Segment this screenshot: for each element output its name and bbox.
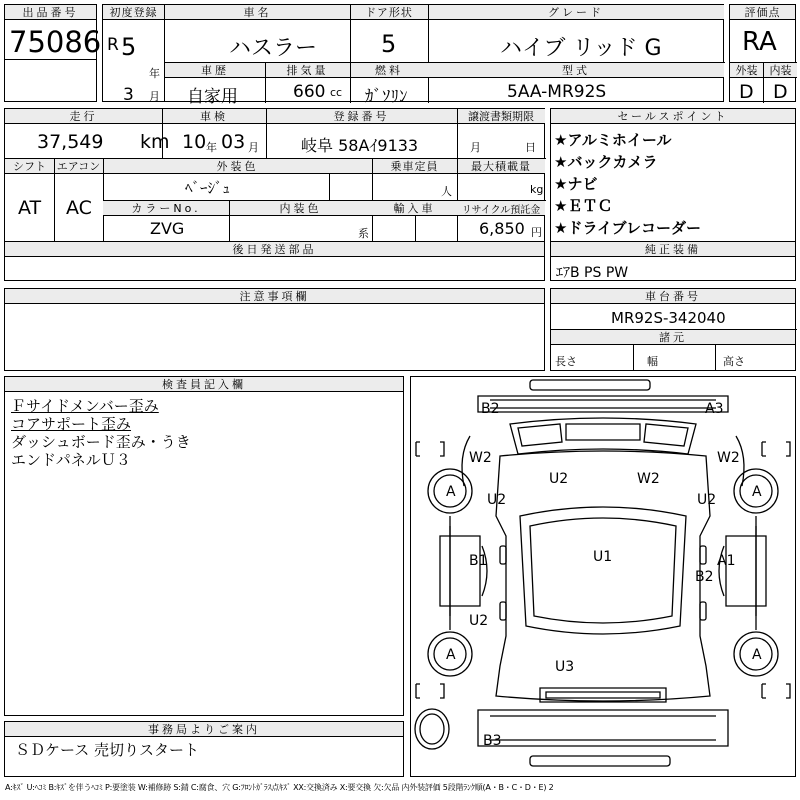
model-value: 5AA-MR92S (507, 82, 607, 102)
door-value: 5 (381, 30, 397, 58)
ext-color-label: 外装色 (103, 159, 372, 174)
sales-points-label: セールスポイント (551, 109, 795, 124)
lot-number: 75086 (9, 25, 102, 59)
equipment-box (550, 241, 796, 281)
ext-color-value: ﾍﾞｰｼﾞｭ (185, 179, 231, 197)
first-reg-box (102, 4, 165, 105)
first-reg-month: 3 (123, 85, 134, 105)
legend-text: A:ｷｽﾞ U:ﾍｺﾐ B:ｷｽﾞを伴うﾍｺﾐ P:要塗装 W:補修跡 S:錆 C:腐食、穴 G:ﾌﾛﾝﾄｶﾞﾗｽ点ｷｽﾞ XX:交換済み X:要交換 欠:欠品 内外装評価 5段階ﾗﾝｸ順(A・B・C・D・E) 2 (5, 783, 554, 792)
car-diagram (410, 376, 796, 777)
sales-point-item: ★ＥＴＣ (554, 197, 613, 215)
main-header-box (164, 4, 724, 107)
grade-value: ハイブ リッド G (500, 36, 662, 61)
displacement-label: 排気量 (265, 63, 350, 78)
sales-points-box (550, 108, 796, 242)
damage-mark: B3 (483, 733, 502, 749)
damage-mark: A1 (717, 553, 736, 569)
inspection-label: 車検 (162, 109, 266, 124)
displacement-value: 660 (293, 82, 326, 102)
interior-grade: D (773, 81, 788, 103)
sales-point-item: ★アルミホイール (554, 131, 672, 149)
width-label: 幅 (647, 355, 658, 368)
int-color-label: 内装色 (229, 201, 372, 216)
exterior-grade: D (739, 81, 754, 103)
car-name: ハスラー (229, 36, 318, 61)
max-load-unit: kg (530, 183, 544, 196)
interior-label: 内装 (764, 63, 797, 78)
sales-point-item: ★ドライブレコーダー (554, 219, 701, 237)
damage-mark: U3 (555, 659, 575, 675)
score-value: RA (742, 27, 777, 57)
recycle-unit: 円 (531, 226, 542, 239)
car-name-label: 車名 (165, 5, 350, 20)
score-box (729, 4, 796, 102)
mileage-label: 走行 (5, 109, 162, 124)
inspector-line: ダッシュボード歪み・うき (11, 433, 191, 451)
ac-label: エアコン (54, 159, 103, 174)
height-label: 高さ (723, 355, 745, 368)
plate-value: 岐阜 58Aｲ9133 (301, 136, 419, 155)
door-label: ドア形状 (350, 5, 428, 20)
history-label: 車歴 (165, 63, 265, 78)
inspector-box (4, 376, 404, 716)
lot-extra-box (4, 59, 97, 102)
car-diagram-box (410, 376, 796, 777)
inspector-label: 検査員記入欄 (5, 377, 403, 392)
shift-label: シフト (5, 159, 54, 174)
damage-mark: U2 (469, 613, 489, 629)
inspector-line: コアサポート歪み (11, 415, 132, 433)
equipment-value: ｴｱB PS PW (556, 265, 629, 281)
inspector-line: Ｆサイドメンバー歪み (11, 397, 159, 415)
damage-mark: B2 (481, 401, 500, 417)
fuel-value: ｶﾞｿﾘﾝ (365, 87, 408, 107)
inspection-year-unit: 年 (206, 141, 217, 154)
fuel-label: 燃料 (350, 63, 428, 78)
deferred-label: 後日発送部品 (5, 242, 544, 257)
era-label: R (107, 35, 119, 55)
notes-box (4, 288, 545, 371)
equipment-label: 純正装備 (551, 242, 795, 257)
grade-label: グレード (428, 5, 724, 20)
recycle-label: リサイクル預託金 (457, 201, 545, 216)
inspection-month: 03 (221, 131, 246, 153)
score-label: 評価点 (730, 5, 795, 20)
damage-mark: U1 (593, 549, 613, 565)
inspection-month-unit: 月 (248, 141, 259, 154)
damage-mark: A (446, 647, 456, 663)
damage-mark: B1 (469, 553, 488, 569)
max-load-label: 最大積載量 (457, 159, 545, 174)
ac-value: AC (66, 197, 92, 219)
first-reg-year: 5 (121, 33, 137, 61)
first-reg-label: 初度登録 (103, 5, 164, 20)
exterior-label: 外装 (730, 63, 763, 78)
capacity-unit: 人 (441, 185, 452, 198)
vehicle-info-box (4, 108, 545, 242)
recycle-value: 6,850 (479, 219, 525, 238)
plate-label: 登録番号 (266, 109, 457, 124)
length-label: 長さ (555, 355, 577, 368)
lot-box (4, 4, 102, 60)
damage-mark: A3 (705, 401, 724, 417)
damage-mark: W2 (469, 450, 492, 466)
deferred-parts-box (4, 241, 545, 281)
transfer-label: 譲渡書類期限 (457, 109, 545, 124)
office-label: 事務局よりご案内 (5, 722, 403, 737)
displacement-unit: cc (330, 86, 343, 99)
damage-mark: A (752, 484, 762, 500)
damage-mark: U2 (487, 492, 507, 508)
sales-point-item: ★ナビ (554, 175, 598, 193)
inspector-line: エンドパネルＵ３ (11, 451, 131, 469)
damage-mark: A (752, 647, 762, 663)
notes-label: 注意事項欄 (5, 289, 544, 304)
int-color-unit: 系 (358, 227, 369, 240)
lot-label: 出品番号 (5, 5, 96, 20)
month-unit: 月 (149, 90, 160, 103)
color-no-value: ZVG (150, 219, 185, 238)
import-label: 輸入車 (372, 201, 457, 216)
year-unit: 年 (149, 67, 160, 80)
office-value: ＳＤケース 売切りスタート (15, 741, 200, 759)
transfer-month-unit: 月 (470, 141, 481, 154)
chassis-label: 車台番号 (551, 289, 795, 304)
inspection-year: 10 (182, 131, 207, 153)
shift-value: AT (18, 197, 42, 219)
damage-mark: W2 (637, 471, 660, 487)
damage-mark: A (446, 484, 456, 500)
damage-mark: U2 (549, 471, 569, 487)
capacity-label: 乗車定員 (372, 159, 457, 174)
spec-label: 諸元 (551, 330, 795, 345)
chassis-box (550, 288, 796, 371)
model-label: 型式 (428, 63, 724, 78)
damage-mark: W2 (717, 450, 740, 466)
mileage-value: 37,549 (37, 131, 104, 153)
mileage-unit: km (140, 131, 170, 153)
chassis-number: MR92S-342040 (611, 309, 726, 327)
sales-point-item: ★バックカメラ (554, 153, 658, 171)
history-value: 自家用 (187, 87, 238, 107)
transfer-day-unit: 日 (525, 141, 536, 154)
color-no-label: カラーNo. (103, 201, 229, 216)
office-box (4, 721, 404, 777)
damage-mark: B2 (695, 569, 714, 585)
damage-mark: U2 (697, 492, 717, 508)
